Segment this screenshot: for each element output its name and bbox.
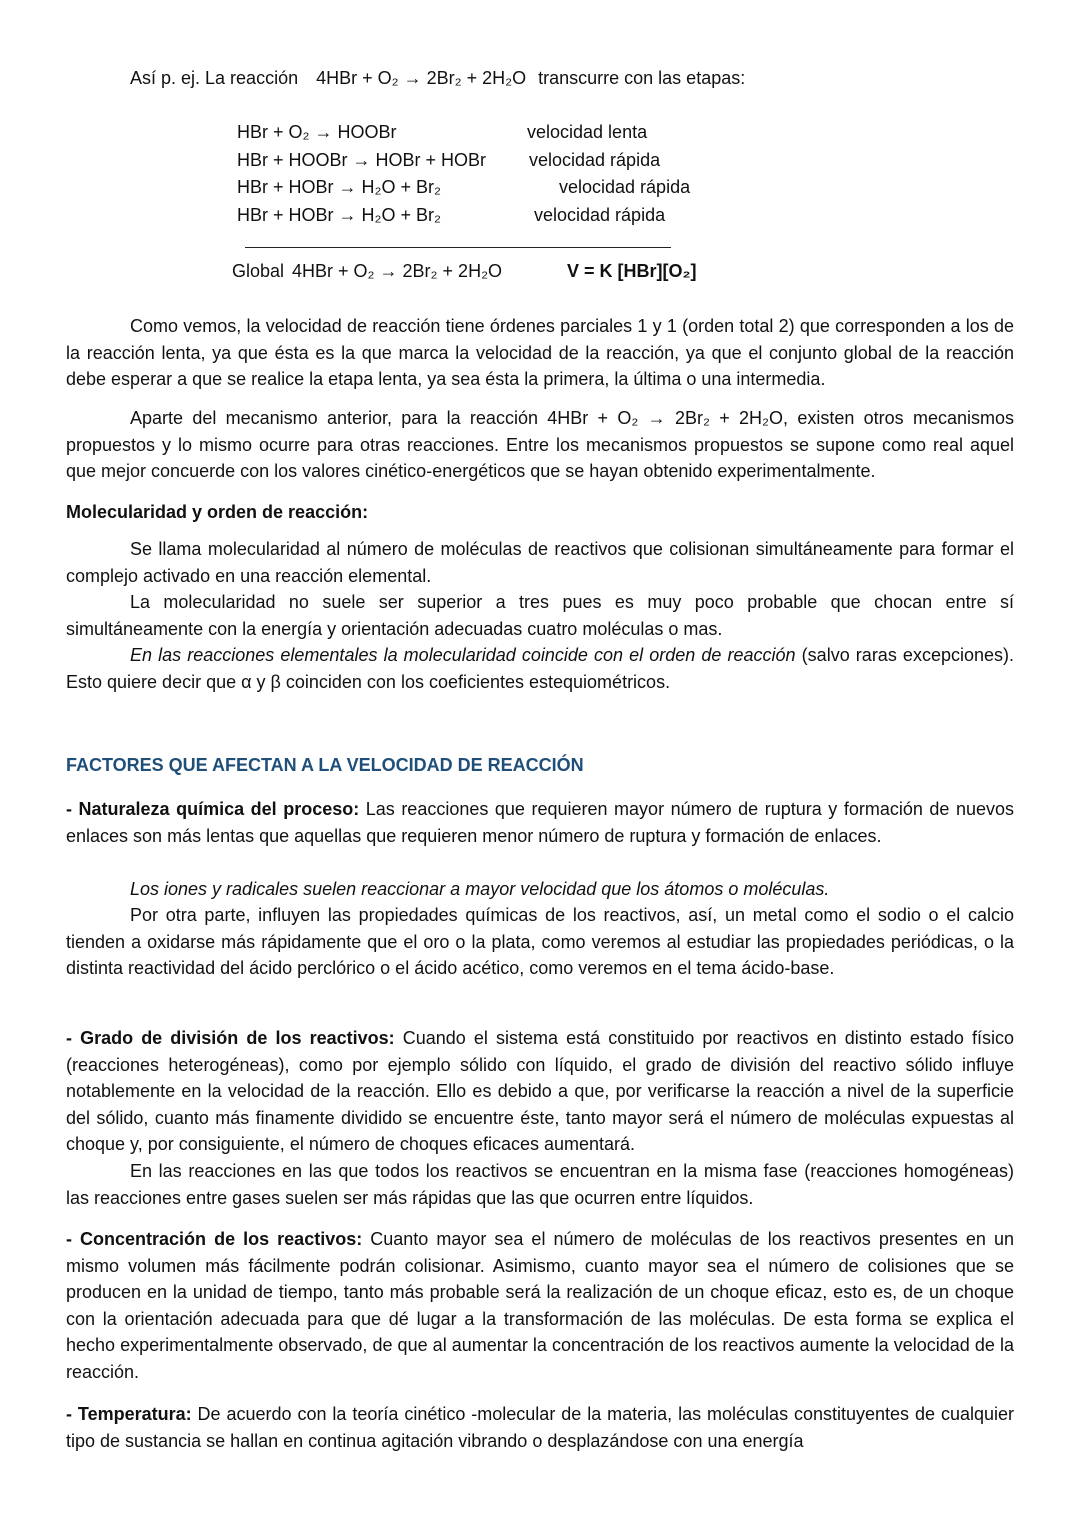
paragraph-molecularidad-limit xyxy=(66,589,1014,642)
step-equation: HBr + HOBr → H₂O + Br₂ xyxy=(237,177,442,197)
italic-statement: En las reacciones elementales la molecularidad coincide con el orden de reacción xyxy=(130,645,796,665)
paragraph-text: Aparte del mecanismo anterior, para la reacción 4HBr + O₂ → 2Br₂ + 2H₂O, existen otros mecanismos propuestos y lo mismo ocurre para otras reacciones. Entre los mecanismos propuestos se supone como real aquel que mejor concuerde con los valores cinético-energéticos que se hayan obtenido experimentalmente. xyxy=(66,408,1014,481)
paragraph-text: Cuando el sistema está constituido por reactivos en distinto estado físico (reacciones heterogéneas), como por ejemplo sólido con líquido, el grado de división del reactivo sólido influye notablemente en la velocidad de la reacción. Ello es debido a que, por verificarse la reacción a nivel de la superficie del sólido, cuanto más finamente dividido se encuentre éste, tanto mayor será el número de moléculas expuestas al choque y, por consiguiente, el número de choques eficaces aumentará. xyxy=(66,1028,1014,1154)
section-heading-factores: FACTORES QUE AFECTAN A LA VELOCIDAD DE REACCIÓN xyxy=(66,755,584,775)
paragraph-division xyxy=(66,1025,1014,1158)
intro-line xyxy=(130,68,745,89)
paragraph-naturaleza xyxy=(66,796,1014,849)
paragraph-text: (salvo raras excepciones). Esto quiere decir que α y β coinciden con los coeficientes estequiométricos. xyxy=(66,645,1014,692)
global-reaction xyxy=(232,261,697,282)
paragraph-text: Por otra parte, influyen las propiedades químicas de los reactivos, así, un metal como el sodio o el calcio tienden a oxidarse más rápidamente que el oro o la plata, como veremos al estudiar las propiedades periódicas, o la distinta reactividad del ácido perclórico o el ácido acético, como veremos en el tema ácido-base. xyxy=(66,905,1014,978)
paragraph-naturaleza-italic xyxy=(66,876,1014,903)
intro-equation: 4HBr + O₂ → 2Br₂ + 2H₂O xyxy=(316,68,527,88)
paragraph-text: Cuanto mayor sea el número de moléculas de los reactivos presentes en un mismo volumen más fácilmente podrán colisionar. Asimismo, cuanto mayor sea el número de colisiones que se producen en la unidad de tiempo, tanto más probable será la realización de un choque eficaz, esto es, de un choque con la orientación adecuada para que dé lugar a la transformación de las moléculas. De esta forma se explica el hecho experimentalmente observado, de que al aumentar la concentración de los reactivos aumente la velocidad de la reacción. xyxy=(66,1229,1014,1382)
step-equation: HBr + HOBr → H₂O + Br₂ xyxy=(237,204,442,225)
global-label: Global xyxy=(232,261,285,281)
factor-title: - Concentración de los reactivos: xyxy=(66,1229,363,1249)
paragraph-naturaleza-extra xyxy=(66,902,1014,982)
paragraph-division-extra xyxy=(66,1158,1014,1211)
step-speed: velocidad rápida xyxy=(559,177,691,197)
step-speed: velocidad rápida xyxy=(534,204,666,225)
paragraph-mechanisms xyxy=(66,405,1014,485)
global-equation: 4HBr + O₂ → 2Br₂ + 2H₂O xyxy=(292,261,503,281)
paragraph-text: En las reacciones en las que todos los reactivos se encuentran en la misma fase (reacciones homogéneas) las reacciones entre gases suelen ser más rápidas que las que ocurren entre líquidos. xyxy=(66,1161,1014,1208)
paragraph-concentracion xyxy=(66,1226,1014,1385)
paragraph-order xyxy=(66,313,1014,393)
rate-law: V = K [HBr][O₂] xyxy=(567,261,697,281)
paragraph-molecularidad-order xyxy=(66,642,1014,695)
sum-divider xyxy=(245,247,671,248)
intro-lead: Así p. ej. La reacción xyxy=(130,68,299,88)
paragraph-text: Se llama molecularidad al número de moléculas de reactivos que colisionan simultáneamente para formar el complejo activado en una reacción elemental. xyxy=(66,539,1014,586)
factor-title: - Temperatura: xyxy=(66,1404,192,1424)
section-heading-molecularidad: Molecularidad y orden de reacción: xyxy=(66,502,369,522)
step-equation: HBr + HOOBr → HOBr + HOBr xyxy=(237,149,487,170)
paragraph-text: Como vemos, la velocidad de reacción tiene órdenes parciales 1 y 1 (orden total 2) que corresponden a los de la reacción lenta, ya que ésta es la que marca la velocidad de la reacción, ya que el conjunto global de la reacción debe esperar a que se realice la etapa lenta, ya sea ésta la primera, la última o una intermedia. xyxy=(66,316,1014,389)
intro-tail: transcurre con las etapas: xyxy=(538,68,746,88)
step-equation: HBr + O₂ → HOOBr xyxy=(237,122,397,142)
paragraph-text: La molecularidad no suele ser superior a tres pues es muy poco probable que chocan entre sí simultáneamente con la energía y orientación adecuadas cuatro moléculas o mas. xyxy=(66,592,1014,639)
paragraph-molecularidad-def xyxy=(66,536,1014,589)
italic-statement: Los iones y radicales suelen reaccionar a mayor velocidad que los átomos o moléculas. xyxy=(130,879,830,899)
paragraph-text: De acuerdo con la teoría cinético -molecular de la materia, las moléculas constituyentes de cualquier tipo de sustancia se hallan en continua agitación vibrando o desplazándose con una energía xyxy=(66,1404,1014,1451)
paragraph-temperatura xyxy=(66,1401,1014,1454)
step-speed: velocidad lenta xyxy=(527,122,648,142)
paragraph-text: Las reacciones que requieren mayor número de ruptura y formación de nuevos enlaces son más lentas que aquellas que requieren menor número de ruptura y formación de enlaces. xyxy=(66,799,1014,846)
step-speed: velocidad rápida xyxy=(529,149,661,170)
factor-title: - Grado de división de los reactivos: xyxy=(66,1028,395,1048)
factor-title: - Naturaleza química del proceso: xyxy=(66,799,360,819)
